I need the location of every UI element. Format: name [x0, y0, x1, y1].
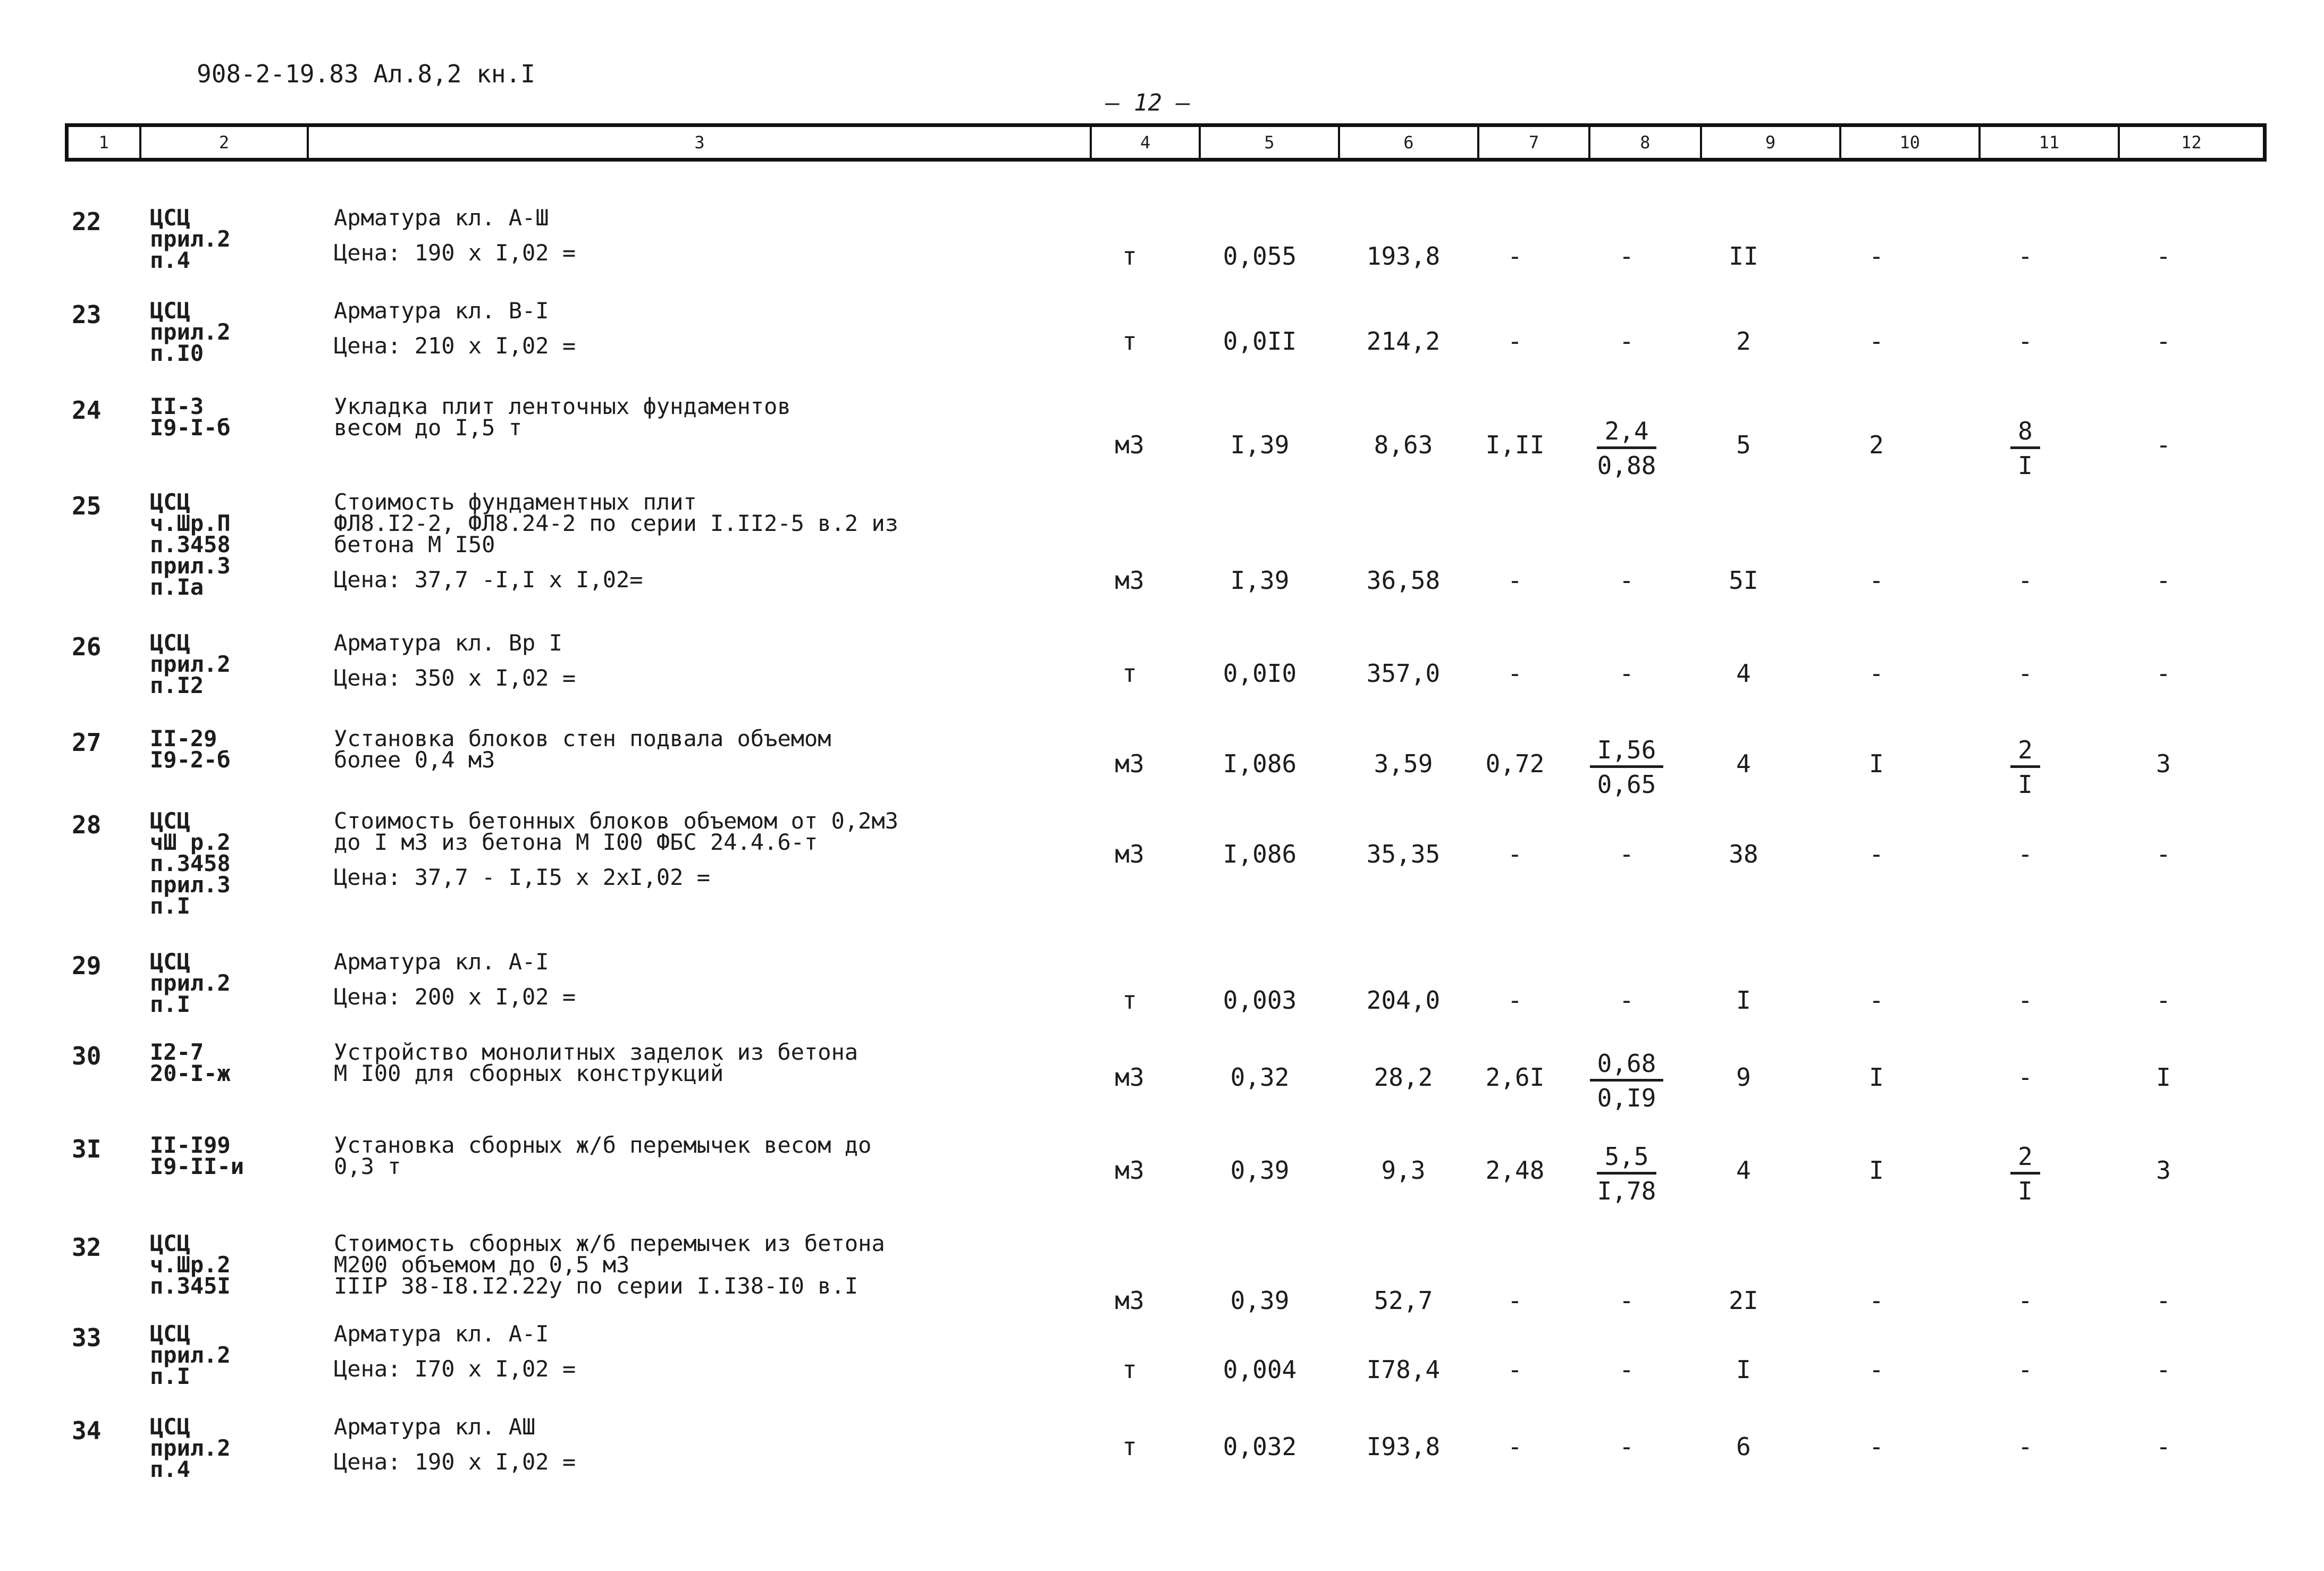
norm-code-line: п.I	[150, 991, 190, 1017]
column-header-table	[65, 123, 2267, 162]
cell-c10: -	[1869, 1355, 1884, 1384]
row-number: 23	[72, 300, 102, 329]
cell-c12: -	[2156, 1432, 2171, 1461]
cell-c8: -	[1619, 1432, 1634, 1461]
fraction-denominator: 0,I9	[1597, 1084, 1656, 1112]
fraction-value	[2010, 416, 2040, 481]
cell-cost: 3,59	[1374, 749, 1433, 778]
cell-cost: 8,63	[1374, 430, 1433, 459]
fraction-denominator: I	[2018, 451, 2033, 480]
description-line: Арматура кл. А-Ш	[334, 205, 549, 231]
work-description	[334, 207, 576, 264]
cell-c10: -	[1869, 566, 1884, 595]
norm-code-line: 20-I-ж	[150, 1060, 231, 1086]
cell-c9: 2I	[1729, 1286, 1758, 1315]
cell-c7: -	[1508, 986, 1522, 1015]
cell-c9: II	[1729, 242, 1758, 271]
column-header-6: 6	[1340, 127, 1479, 158]
cell-qty: I,39	[1230, 566, 1290, 595]
cell-c8	[1573, 416, 1680, 481]
norm-code-line: п.4	[150, 247, 190, 273]
description-line: Стоимость фундаментных плит	[334, 489, 697, 515]
description-line: Арматура кл. В-I	[334, 298, 549, 324]
cell-c9: 4	[1736, 1156, 1751, 1185]
cell-cost: 214,2	[1366, 327, 1441, 356]
description-line: Установка сборных ж/б перемычек весом до	[334, 1132, 872, 1158]
cell-c11	[1967, 416, 2084, 481]
fraction-numerator: 8	[2010, 416, 2040, 449]
cell-qty: 0,032	[1223, 1432, 1297, 1461]
cell-c10: I	[1869, 1156, 1884, 1185]
cell-c11: -	[2018, 1432, 2033, 1461]
cell-c9: 5I	[1729, 566, 1758, 595]
norm-code-line: прил.2	[150, 651, 231, 677]
cell-c11: -	[2018, 566, 2033, 595]
norm-code-line: I9-2-б	[150, 747, 231, 773]
cell-c9: 2	[1736, 327, 1751, 356]
work-description	[334, 1132, 872, 1179]
row-number: 28	[72, 810, 102, 839]
cell-c9: 4	[1736, 749, 1751, 778]
cell-c12: -	[2156, 327, 2171, 356]
work-description	[334, 489, 899, 593]
norm-code	[150, 300, 231, 364]
document-code: 908-2-19.83 Ал.8,2 кн.I	[197, 60, 535, 88]
cell-c11: -	[2018, 327, 2033, 356]
row-number: 22	[72, 207, 102, 236]
norm-code-line: ЦСЦ	[150, 1321, 190, 1347]
norm-code-line: ЦСЦ	[150, 630, 190, 656]
page-number: — 12 —	[1106, 89, 1190, 116]
cell-cost: 35,35	[1366, 840, 1441, 868]
norm-code-line: п.4	[150, 1456, 190, 1482]
row-number: 3I	[72, 1135, 102, 1163]
work-description	[334, 1323, 576, 1380]
description-line: Укладка плит ленточных фундаментов	[334, 393, 791, 419]
column-header-5: 5	[1201, 127, 1340, 158]
cell-c11: -	[2018, 242, 2033, 271]
cell-unit: м3	[1115, 1156, 1144, 1185]
row-number: 25	[72, 492, 102, 520]
norm-code-line: чШ р.2	[150, 829, 231, 855]
norm-code-line: п.3458	[150, 850, 231, 876]
cell-c7: 2,6I	[1485, 1063, 1545, 1092]
norm-code-line: п.3458	[150, 531, 231, 558]
norm-code	[150, 1416, 231, 1480]
cell-c9: 5	[1736, 430, 1751, 459]
column-header-12: 12	[2181, 132, 2202, 153]
norm-code	[150, 1039, 231, 1086]
column-header-2: 2	[141, 127, 309, 158]
norm-code	[150, 1230, 231, 1299]
description-line: Арматура кл. Вр I	[334, 630, 562, 656]
cell-c12: -	[2156, 242, 2171, 271]
cell-c9: 4	[1736, 659, 1751, 688]
cell-unit: м3	[1115, 1063, 1144, 1092]
row-number: 32	[72, 1233, 102, 1262]
description-line: Стоимость сборных ж/б перемычек из бетона	[334, 1230, 885, 1256]
row-number: 30	[72, 1042, 102, 1070]
fraction-value	[1597, 1141, 1656, 1206]
work-description	[334, 393, 791, 441]
cell-c7: -	[1508, 659, 1522, 688]
column-header-9: 9	[1702, 127, 1841, 158]
norm-code-line: прил.2	[150, 1342, 231, 1368]
norm-code-line: п.Iа	[150, 574, 204, 600]
norm-code-line: п.I	[150, 1363, 190, 1389]
norm-code-line: ЦСЦ	[150, 205, 190, 231]
norm-code-line: I9-II-и	[150, 1153, 245, 1179]
norm-code-line: II-29	[150, 725, 217, 751]
cell-unit: м3	[1115, 1286, 1144, 1315]
column-header-7: 7	[1479, 127, 1590, 158]
cell-qty: 0,39	[1230, 1156, 1290, 1185]
cell-qty: 0,003	[1223, 986, 1297, 1015]
cell-c9: 6	[1736, 1432, 1751, 1461]
cell-unit: м3	[1115, 840, 1144, 868]
cell-c8: -	[1619, 986, 1634, 1015]
description-line: весом до I,5 т	[334, 415, 523, 441]
norm-code	[150, 393, 231, 441]
cell-c7: -	[1508, 1432, 1522, 1461]
norm-code-line: ЦСЦ	[150, 1230, 190, 1256]
work-description	[334, 810, 898, 888]
cell-c12: -	[2156, 1286, 2171, 1315]
row-number: 34	[72, 1416, 102, 1445]
fraction-numerator: 2	[2010, 734, 2040, 768]
cell-c12: 3	[2156, 1156, 2171, 1185]
fraction-value	[1597, 416, 1656, 481]
norm-code-line: ЦСЦ	[150, 489, 190, 515]
cell-c8: -	[1619, 659, 1634, 688]
norm-code-line: ЦСЦ	[150, 298, 190, 324]
norm-code	[150, 1132, 245, 1179]
cell-c12: I	[2156, 1063, 2171, 1092]
work-description	[334, 300, 576, 357]
norm-code-line: II-I99	[150, 1132, 231, 1158]
description-line: ФЛ8.I2-2, ФЛ8.24-2 по серии I.II2-5 в.2 из	[334, 510, 899, 536]
fraction-numerator: 0,68	[1590, 1048, 1664, 1082]
column-header-10: 10	[1841, 127, 1981, 158]
cell-c8: -	[1619, 1355, 1634, 1384]
fraction-value	[2010, 734, 2040, 800]
cell-qty: 0,0I0	[1223, 659, 1297, 688]
column-header-11: 11	[1981, 127, 2120, 158]
norm-code-line: прил.2	[150, 1435, 231, 1461]
fraction-numerator: 2	[2010, 1141, 2040, 1175]
cell-c11	[1967, 1141, 2084, 1206]
norm-code	[150, 725, 231, 773]
row-number: 29	[72, 951, 102, 980]
description-line: Арматура кл. А-I	[334, 1321, 549, 1347]
description-line: Арматура кл. АШ	[334, 1414, 536, 1440]
description-line: Устройство монолитных заделок из бетона	[334, 1039, 858, 1065]
fraction-numerator: 2,4	[1597, 416, 1656, 449]
work-description	[334, 1039, 858, 1086]
norm-code-line: п.I0	[150, 340, 204, 366]
price-formula: Цена: 37,7 -I,I х I,02=	[334, 567, 643, 593]
price-formula: Цена: 200 х I,02 =	[334, 984, 576, 1010]
cell-c10: I	[1869, 1063, 1884, 1092]
cell-unit: т	[1122, 986, 1137, 1015]
fraction-value	[1590, 1048, 1664, 1113]
cell-c10: 2	[1869, 430, 1884, 459]
norm-code-line: ЦСЦ	[150, 949, 190, 975]
cell-c7: -	[1508, 1355, 1522, 1384]
cell-c8	[1573, 1141, 1680, 1206]
cell-cost: 357,0	[1366, 659, 1441, 688]
cell-c7: -	[1508, 327, 1522, 356]
cell-c11	[1967, 734, 2084, 800]
cell-c7: 0,72	[1485, 749, 1545, 778]
cell-unit: т	[1122, 1355, 1137, 1384]
description-line: бетона М I50	[334, 531, 495, 558]
cell-c7: -	[1508, 1286, 1522, 1315]
cell-unit: м3	[1115, 749, 1144, 778]
cell-c12: -	[2156, 659, 2171, 688]
price-formula: Цена: 190 х I,02 =	[334, 240, 576, 266]
work-description	[334, 1230, 885, 1299]
description-line: Установка блоков стен подвала объемом	[334, 725, 831, 751]
cell-c9: 9	[1736, 1063, 1751, 1092]
column-header-8: 8	[1590, 127, 1702, 158]
cell-qty: 0,32	[1230, 1063, 1290, 1092]
cell-c12: -	[2156, 840, 2171, 868]
row-number: 24	[72, 396, 102, 425]
fraction-denominator: 0,65	[1597, 770, 1656, 799]
cell-c11: -	[2018, 659, 2033, 688]
cell-c10: -	[1869, 986, 1884, 1015]
cell-c8: -	[1619, 327, 1634, 356]
norm-code-line: прил.3	[150, 872, 231, 898]
cell-c8: -	[1619, 840, 1634, 868]
norm-code	[150, 489, 231, 600]
price-formula: Цена: I70 х I,02 =	[334, 1356, 576, 1382]
cell-unit: т	[1122, 242, 1137, 271]
cell-c8	[1573, 1048, 1680, 1113]
cell-c10: -	[1869, 840, 1884, 868]
cell-c10: -	[1869, 1432, 1884, 1461]
cell-unit: м3	[1115, 566, 1144, 595]
cell-c12: -	[2156, 566, 2171, 595]
description-line: до I м3 из бетона М I00 ФБС 24.4.6-т	[334, 829, 818, 855]
cell-unit: т	[1122, 327, 1137, 356]
norm-code-line: ЦСЦ	[150, 1414, 190, 1440]
cell-cost: 204,0	[1366, 986, 1441, 1015]
norm-code	[150, 632, 231, 696]
cell-c9: I	[1736, 986, 1751, 1015]
cell-c9: I	[1736, 1355, 1751, 1384]
norm-code-line: I2-7	[150, 1039, 204, 1065]
cell-qty: 0,055	[1223, 242, 1297, 271]
cell-c10: -	[1869, 242, 1884, 271]
row-number: 33	[72, 1323, 102, 1352]
column-header-4: 4	[1092, 127, 1200, 158]
cell-c11: -	[2018, 1355, 2033, 1384]
cell-c8	[1573, 734, 1680, 800]
norm-code-line: п.I	[150, 893, 190, 919]
cell-c10: I	[1869, 749, 1884, 778]
cell-qty: 0,004	[1223, 1355, 1297, 1384]
cell-c12: -	[2156, 430, 2171, 459]
cell-qty: I,39	[1230, 430, 1290, 459]
description-line: Арматура кл. А-I	[334, 949, 549, 975]
norm-code-line: прил.2	[150, 319, 231, 345]
cell-qty: I,086	[1223, 840, 1297, 868]
fraction-numerator: I,56	[1590, 734, 1664, 768]
norm-code-line: прил.3	[150, 553, 231, 579]
price-formula: Цена: 190 х I,02 =	[334, 1449, 576, 1475]
cell-cost: I78,4	[1366, 1355, 1441, 1384]
row-number: 26	[72, 632, 102, 661]
cell-c10: -	[1869, 327, 1884, 356]
cell-c8: -	[1619, 566, 1634, 595]
cell-c12: 3	[2156, 749, 2171, 778]
norm-code-line: п.I2	[150, 672, 204, 698]
cell-cost: 9,3	[1381, 1156, 1426, 1185]
cell-c11: -	[2018, 840, 2033, 868]
cell-unit: т	[1122, 659, 1137, 688]
cell-qty: 0,39	[1230, 1286, 1290, 1315]
cell-unit: т	[1122, 1432, 1137, 1461]
work-description	[334, 1416, 576, 1473]
work-description	[334, 951, 576, 1008]
cell-c11: -	[2018, 1286, 2033, 1315]
cell-c10: -	[1869, 659, 1884, 688]
column-header-3: 3	[309, 127, 1092, 158]
norm-code-line: I9-I-б	[150, 415, 231, 441]
description-line: более 0,4 м3	[334, 747, 495, 773]
description-line: М200 объемом до 0,5 м3	[334, 1252, 630, 1278]
cell-c7: -	[1508, 242, 1522, 271]
cell-c12: -	[2156, 986, 2171, 1015]
cell-cost: 28,2	[1374, 1063, 1433, 1092]
cell-cost: 193,8	[1366, 242, 1441, 271]
norm-code-line: п.345I	[150, 1273, 231, 1299]
fraction-denominator: 0,88	[1597, 451, 1656, 480]
cell-c7: -	[1508, 566, 1522, 595]
description-line: Стоимость бетонных блоков объемом от 0,2м3	[334, 808, 899, 834]
cell-c7: I,II	[1485, 430, 1545, 459]
description-line: 0,3 т	[334, 1153, 401, 1179]
norm-code-line: ч.Шр.2	[150, 1252, 231, 1278]
price-formula: Цена: 210 х I,02 =	[334, 333, 576, 359]
norm-code	[150, 207, 231, 271]
cell-c8: -	[1619, 242, 1634, 271]
norm-code	[150, 1323, 231, 1387]
fraction-denominator: I,78	[1597, 1177, 1656, 1205]
cell-unit: м3	[1115, 430, 1144, 459]
price-formula: Цена: 350 х I,02 =	[334, 665, 576, 691]
norm-code-line: прил.2	[150, 226, 231, 252]
norm-code-line: II-3	[150, 393, 204, 419]
cell-c7: 2,48	[1485, 1156, 1545, 1185]
norm-code	[150, 810, 231, 917]
column-header-1: 1	[69, 127, 141, 158]
norm-code-line: ч.Шр.П	[150, 510, 231, 536]
description-line: IIIР 38-I8.I2.22у по серии I.I38-I0 в.I	[334, 1273, 858, 1299]
cell-c11: -	[2018, 986, 2033, 1015]
norm-code-line: ЦСЦ	[150, 808, 190, 834]
description-line: М I00 для сборных конструкций	[334, 1060, 724, 1086]
row-number: 27	[72, 728, 102, 757]
fraction-denominator: I	[2018, 770, 2033, 799]
price-formula: Цена: 37,7 - I,I5 х 2хI,02 =	[334, 864, 711, 890]
fraction-denominator: I	[2018, 1177, 2033, 1205]
cell-qty: 0,0II	[1223, 327, 1297, 356]
cell-c9: 38	[1729, 840, 1758, 868]
cell-c11: -	[2018, 1063, 2033, 1092]
cell-c8: -	[1619, 1286, 1634, 1315]
work-description	[334, 725, 831, 773]
norm-code-line: прил.2	[150, 970, 231, 996]
fraction-value	[2010, 1141, 2040, 1206]
cell-cost: 52,7	[1374, 1286, 1433, 1315]
cell-c12: -	[2156, 1355, 2171, 1384]
cell-qty: I,086	[1223, 749, 1297, 778]
cell-c7: -	[1508, 840, 1522, 868]
fraction-value	[1590, 734, 1664, 800]
work-description	[334, 632, 576, 689]
cell-cost: I93,8	[1366, 1432, 1441, 1461]
norm-code	[150, 951, 231, 1015]
fraction-numerator: 5,5	[1597, 1141, 1656, 1175]
cell-cost: 36,58	[1366, 566, 1441, 595]
cell-c10: -	[1869, 1286, 1884, 1315]
